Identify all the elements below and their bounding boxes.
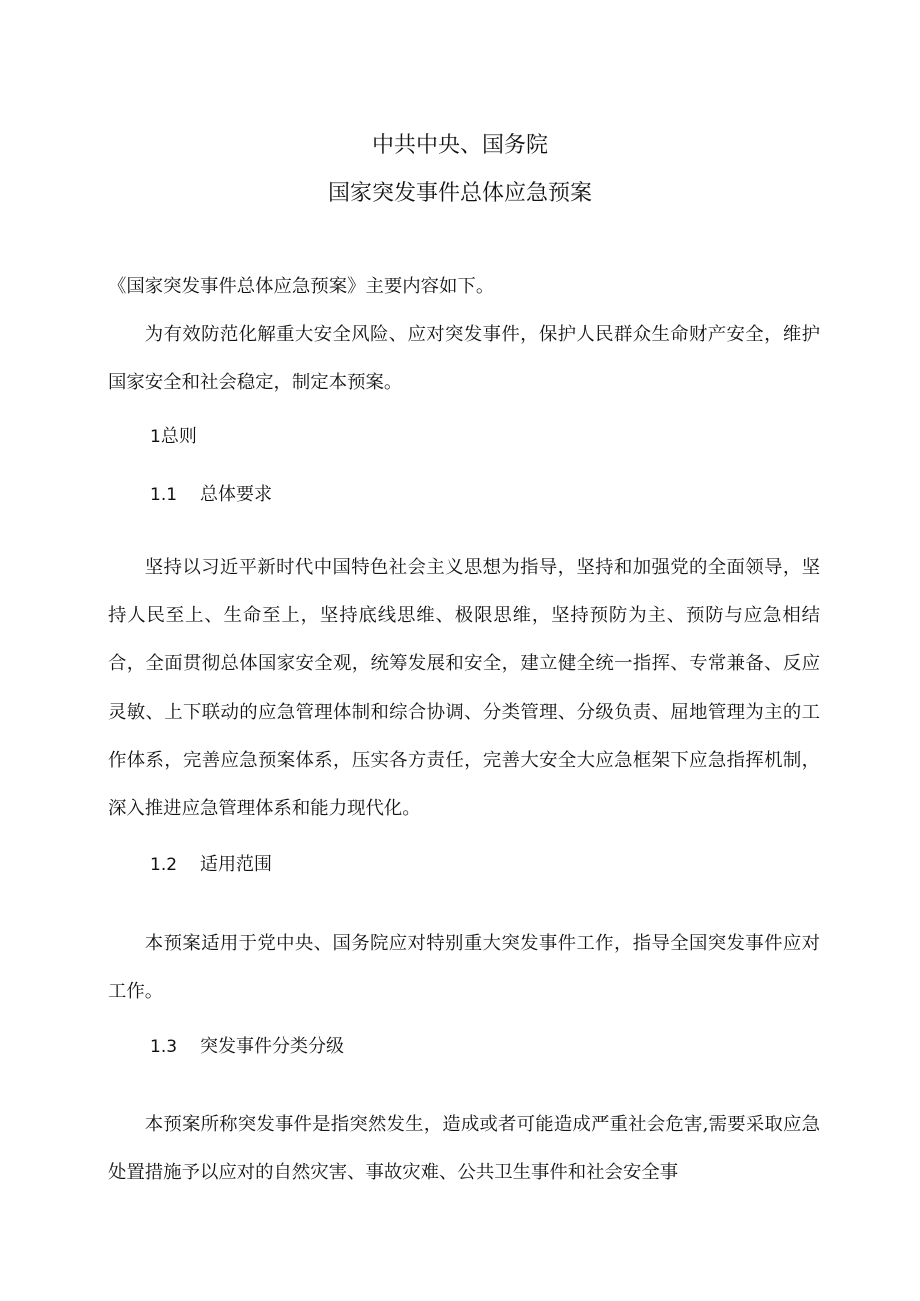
section-body-1-2: 本预案适用于党中央、国务院应对特别重大突发事件工作，指导全国突发事件应对工作。 <box>108 933 820 1003</box>
section-title: 总体要求 <box>200 484 272 505</box>
section-number: 1.3 <box>150 1037 178 1057</box>
purpose-paragraph: 为有效防范化解重大安全风险、应对突发事件，保护人民群众生命财产安全，维护国家安全和社会稳定，制定本预案。 <box>108 324 820 394</box>
section-title: 突发事件分类分级 <box>200 1036 344 1057</box>
document-title-line-2: 国家突发事件总体应急预案 <box>327 181 592 206</box>
section-number: 1 <box>150 427 161 447</box>
section-heading-1-1 <box>150 480 272 510</box>
section-number: 1.2 <box>150 855 178 875</box>
intro-paragraph: 《国家突发事件总体应急预案》主要内容如下。 <box>108 276 495 297</box>
section-title: 总则 <box>160 426 197 447</box>
section-title: 适用范围 <box>200 854 272 875</box>
document-title-line-1: 中共中央、国务院 <box>371 133 548 158</box>
section-body-1-1: 坚持以习近平新时代中国特色社会主义思想为指导，坚持和加强党的全面领导，坚持人民至上、生命至上，坚持底线思维、极限思维，坚持预防为主、预防与应急相结合，全面贯彻总体国家安全观，统筹发展和安全，建立健全统一指挥、专常兼备、反应灵敏、上下联动的应急管理体制和综合协调、分类管理、分级负责、屈地管理为主的工作体系，完善应急预案体系，压实各方责任，完善大安全大应急框架下应急指挥机制，深入推进应急管理体系和能力现代化。 <box>108 557 820 820</box>
section-heading-1 <box>150 422 197 452</box>
section-body-1-3: 本预案所称突发事件是指突然发生，造成或者可能造成严重社会危害,需要采取应急处置措施予以应对的自然灾害、事故灾难、公共卫生事件和社会安全事 <box>108 1114 820 1184</box>
section-heading-1-3 <box>150 1032 344 1062</box>
section-number: 1.1 <box>150 485 178 505</box>
section-heading-1-2 <box>150 850 272 880</box>
